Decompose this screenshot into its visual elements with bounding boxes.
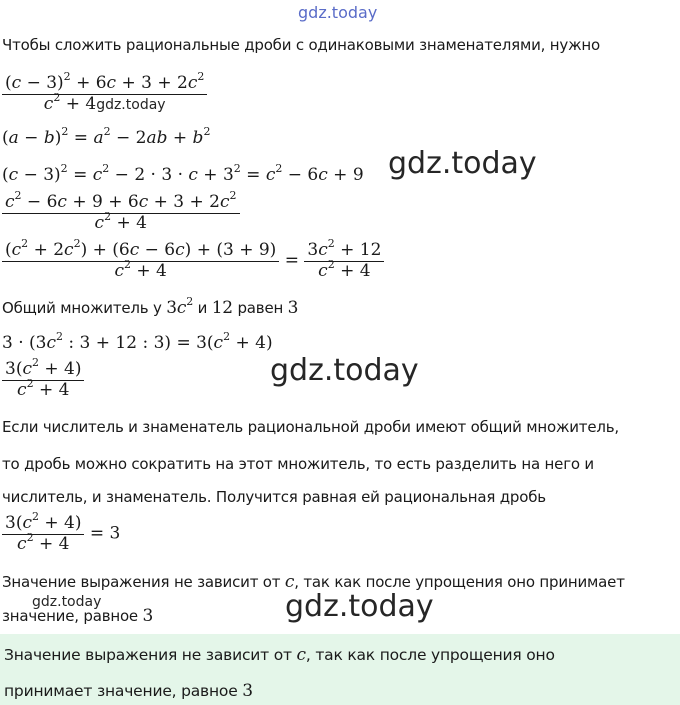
common-factor-text: Общий множитель у $3c^2$ и 12 равен 3 (2, 295, 299, 318)
conclusion-line-2: значение, равное 3 (2, 606, 154, 626)
watermark-small-1: gdz.today (96, 96, 166, 113)
rule-line-2: то дробь можно сократить на этот множитель, то есть разделить на него и (2, 455, 594, 473)
watermark-large-1: gdz.today (388, 146, 537, 181)
formula-factored-fraction: $\frac{3(c^2 + 4)}{c^2 + 4}$ (2, 360, 84, 400)
watermark-small-2: gdz.today (32, 594, 102, 610)
answer-line-1: Значение выражения не зависит от c, так как после упрощения оно (4, 645, 555, 665)
formula-step-1: $\frac{(c - 3)^2 + 6c + 3 + 2c^2}{c^2 + 4gdz.today}$ (2, 74, 207, 114)
rule-line-1: Если числитель и знаменатель рациональной дроби имеют общий множитель, (2, 418, 619, 436)
formula-factoring: $3 \cdot (3c^2$ : 3 + 12 : $3) = 3(c^2 + 4)$ (2, 330, 273, 353)
answer-line-2: принимает значение, равное 3 (4, 681, 253, 701)
formula-identity: $(a - b)^2 = a^2 - 2ab + b^2$ (2, 125, 211, 148)
formula-result: $\frac{3(c^2 + 4)}{c^2 + 4}$ = 3 (2, 514, 120, 554)
watermark-large-2: gdz.today (270, 353, 419, 388)
formula-expansion: $(c - 3)^2 = c^2 - 2 \cdot 3 \cdot c + 3^2 = c^2 - 6c + 9$ (2, 162, 364, 185)
watermark-top: gdz.today (298, 3, 378, 22)
intro-text: Чтобы сложить рациональные дроби с одинаковыми знаменателями, нужно (2, 36, 600, 54)
answer-box (0, 634, 680, 705)
formula-step-2: $\frac{c^2 - 6c + 9 + 6c + 3 + 2c^2}{c^2 + 4}$ (2, 193, 240, 233)
conclusion-line-1: Значение выражения не зависит от c, так как после упрощения оно принимает (2, 572, 625, 592)
formula-step-3: $\frac{(c^2 + 2c^2) + (6c - 6c) + (3 + 9)}{c^2 + 4}$ = $\frac{3c^2 + 12}{c^2 + 4}$ (2, 241, 384, 281)
watermark-large-3: gdz.today (285, 589, 434, 624)
rule-line-3: числитель, и знаменатель. Получится равная ей рациональная дробь (2, 488, 546, 506)
